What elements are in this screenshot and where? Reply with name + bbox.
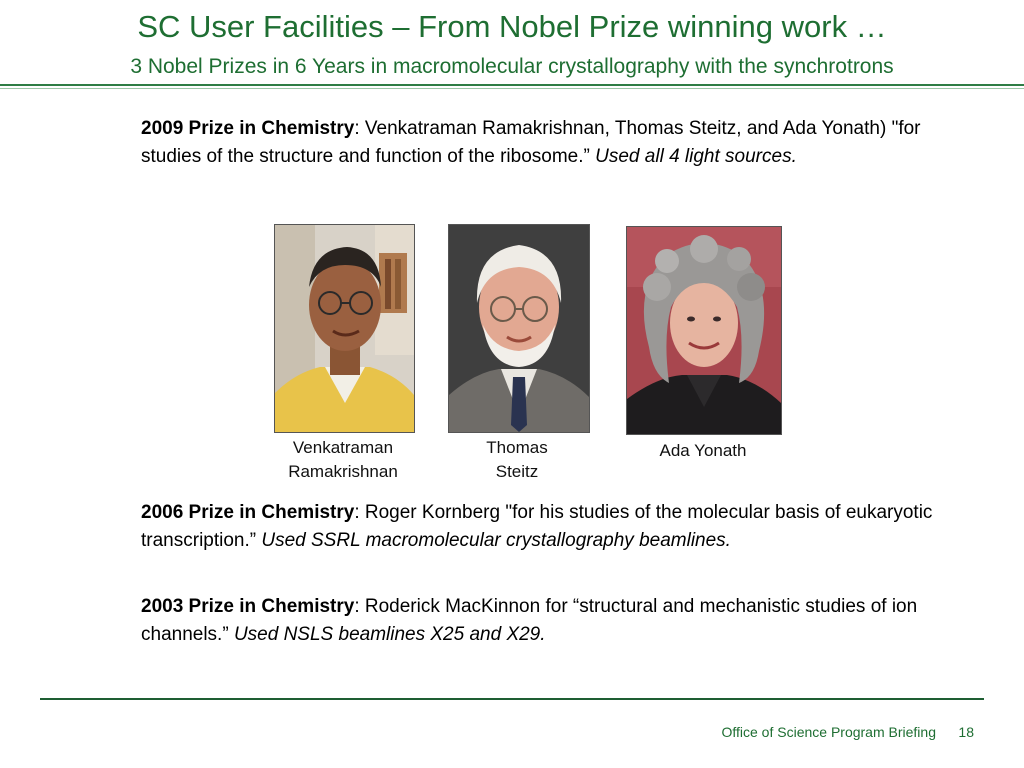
prize-2006-label: 2006 Prize in Chemistry: [141, 502, 355, 523]
footer-label: Office of Science Program Briefing: [721, 724, 936, 740]
portrait-steitz: [448, 224, 590, 433]
slide-subtitle: 3 Nobel Prizes in 6 Years in macromolecular crystallography with the synchrotrons: [130, 55, 894, 78]
prize-2006-text: : Roger Kornberg "for his studies of the molecular basis of eukaryotic transcription.”: [141, 502, 933, 551]
prize-2006-paragraph: [141, 499, 941, 555]
caption-ramakrishnan-line2: Ramakrishnan: [288, 462, 398, 481]
header-divider-accent: [0, 88, 1024, 89]
header-divider: [0, 84, 1024, 86]
slide-title: SC User Facilities – From Nobel Prize winning work …: [137, 9, 887, 44]
prize-2009-note: Used all 4 light sources.: [595, 146, 797, 167]
caption-ramakrishnan: [263, 436, 423, 484]
caption-ramakrishnan-line1: Venkatraman: [292, 438, 394, 457]
caption-yonath: [622, 439, 784, 463]
prize-2003-paragraph: [141, 593, 941, 649]
prize-2003-note: Used NSLS beamlines X25 and X29.: [233, 624, 546, 645]
prize-2003-text: : Roderick MacKinnon for “structural and mechanistic studies of ion channels.”: [141, 596, 918, 645]
caption-steitz-line2: Steitz: [495, 462, 539, 481]
prize-2009-paragraph: [141, 115, 941, 171]
footer-divider: [40, 698, 984, 700]
portrait-yonath: [626, 226, 782, 435]
prize-2003-label: 2003 Prize in Chemistry: [141, 596, 355, 617]
prize-2009-text: : Venkatraman Ramakrishnan, Thomas Steitz, and Ada Yonath) "for studies of the structure and function of the ribosome.”: [141, 118, 921, 167]
prize-2006-note: Used SSRL macromolecular crystallography beamlines.: [261, 530, 731, 551]
caption-yonath-line1: Ada Yonath: [659, 441, 747, 460]
portrait-ramakrishnan: [274, 224, 415, 433]
caption-steitz: [437, 436, 597, 484]
prize-2009-label: 2009 Prize in Chemistry: [141, 118, 355, 139]
page-number: 18: [958, 724, 974, 740]
caption-steitz-line1: Thomas: [486, 438, 548, 457]
